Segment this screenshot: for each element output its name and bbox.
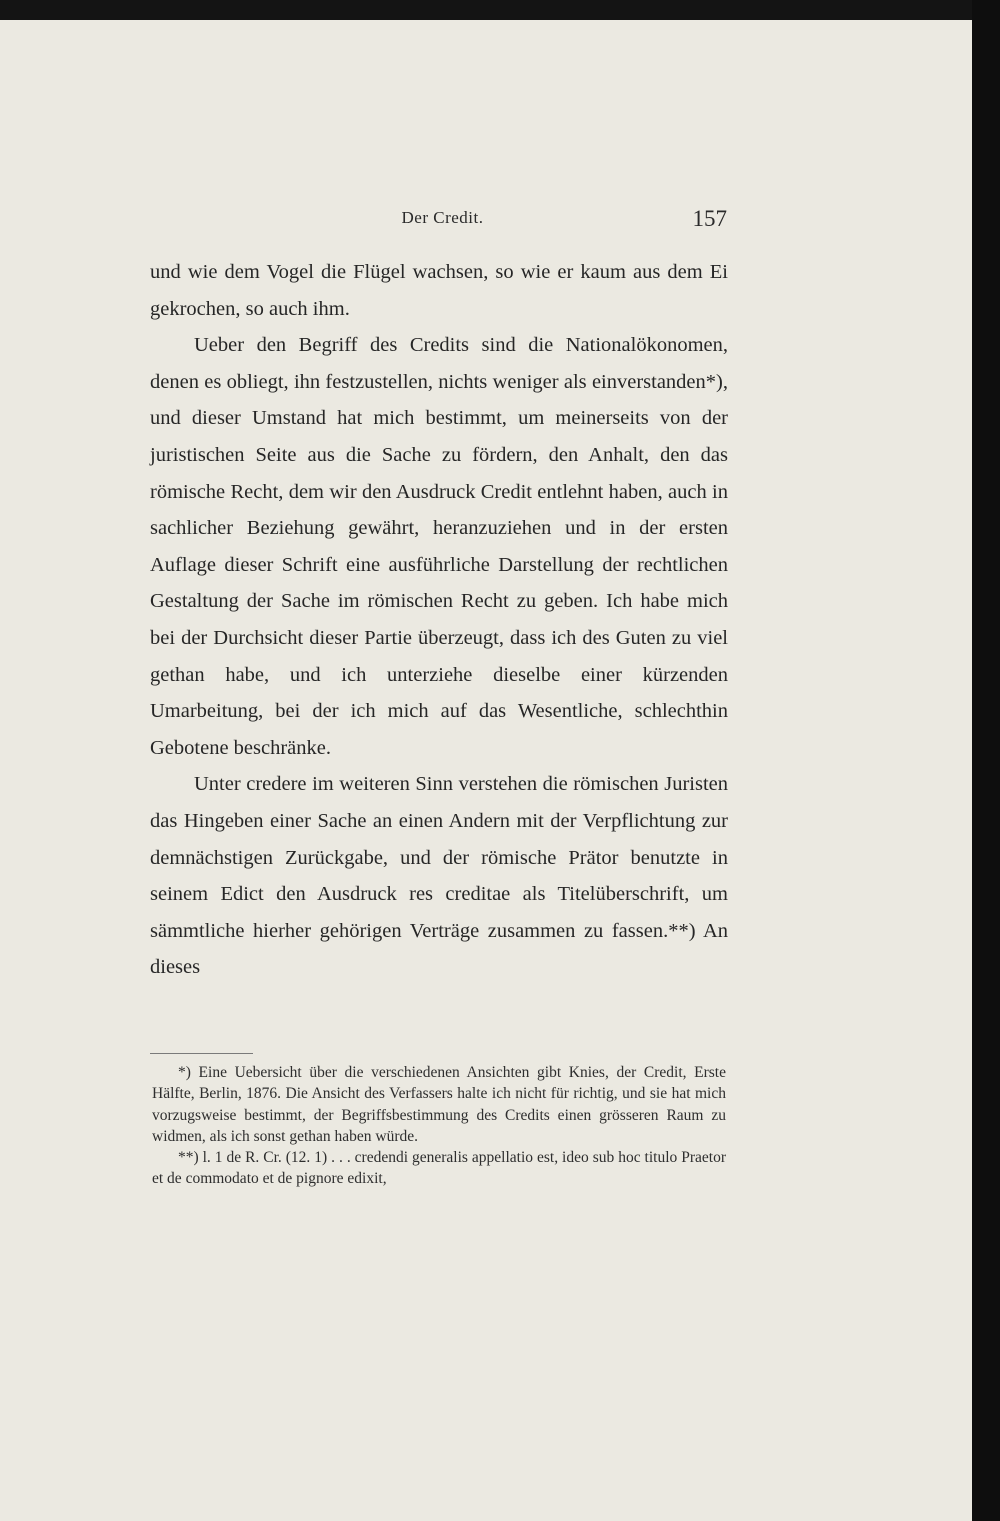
- page-number: 157: [692, 206, 727, 231]
- footnote-1: *) Eine Uebersicht über die verschiedenen Ansichten gibt Knies, der Credit, Erste Hälfte, Berlin, 1876. Die Ansicht des Verfassers halte ich nicht für richtig, und sie hat mich vorzugsweise bestimmt, der Begriffsbestimmung des Credits einen grösseren Raum zu widmen, als ich sonst gethan haben würde.: [152, 1064, 726, 1145]
- paragraph-continuation: und wie dem Vogel die Flügel wachsen, so wie er kaum aus dem Ei gekrochen, so auch ihm.: [150, 261, 728, 320]
- scan-edge: [972, 0, 1000, 1521]
- page-header: [150, 190, 735, 230]
- book-page: [0, 20, 972, 1521]
- footnote-2: **) l. 1 de R. Cr. (12. 1) . . . credendi generalis appellatio est, ideo sub hoc titulo Praetor et de commodato et de pignore edixit,: [152, 1149, 726, 1188]
- footnotes: [152, 1062, 726, 1190]
- paragraph-credit-concept: Ueber den Begriff des Credits sind die Nationalökonomen, denen es obliegt, ihn festzustellen, nichts weniger als einverstanden*), und dieser Umstand hat mich bestimmt, um meinerseits von der juristischen Seite aus die Sache zu fördern, den Anhalt, den das römische Recht, dem wir den Ausdruck Credit entlehnt haben, auch in sachlicher Beziehung gewährt, heranzuziehen und in der ersten Auflage dieser Schrift eine ausführliche Darstellung der rechtlichen Gestaltung der Sache im römischen Recht zu geben. Ich habe mich bei der Durchsicht dieser Partie überzeugt, dass ich des Guten zu viel gethan habe, und ich unterziehe dieselbe einer kürzenden Umarbeitung, bei der ich mich auf das Wesentliche, schlechthin Gebotene beschränke.: [150, 334, 728, 759]
- paragraph-credere: Unter credere im weiteren Sinn verstehen die römischen Juristen das Hingeben einer Sache an einen Andern mit der Verpflichtung zur demnächstigen Zurückgabe, und der römische Prätor benutzte in seinem Edict den Ausdruck res creditae als Titelüberschrift, um sämmtliche hierher gehörigen Verträge zusammen zu fassen.**) An dieses: [150, 773, 728, 979]
- body-text: [150, 254, 728, 986]
- running-title: Der Credit.: [401, 208, 484, 227]
- footnote-separator: [150, 1053, 253, 1054]
